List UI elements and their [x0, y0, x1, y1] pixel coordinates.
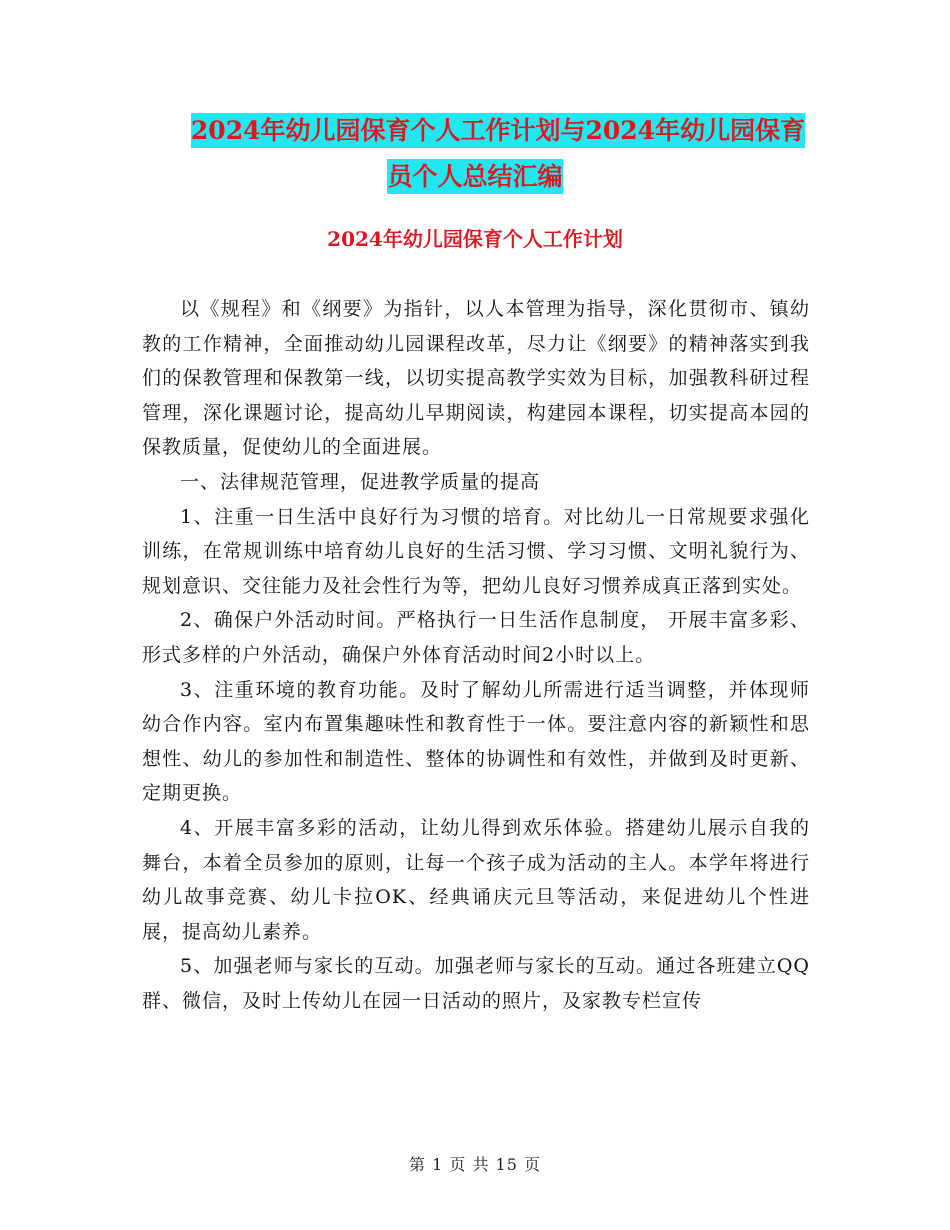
body-text: [142, 292, 810, 1018]
paragraph-intro: 以《规程》和《纲要》为指针，以人本管理为指导，深化贯彻市、镇幼教的工作精神，全面推动幼儿园课程改革，尽力让《纲要》的精神落实到我们的保教管理和保教第一线，以切实提高教学实效为目标，加强教科研过程管理，深化课题讨论，提高幼儿早期阅读，构建园本课程，切实提高本园的保教质量，促使幼儿的全面进展。: [142, 298, 810, 459]
page-number-label: 第 1 页 共 15 页: [409, 1155, 541, 1174]
paragraph-heading-1: 一、法律规范管理，促进教学质量的提高: [180, 470, 541, 493]
section-title: 2024年幼儿园保育个人工作计划: [327, 227, 623, 251]
paragraph-item-5: 5、加强老师与家长的互动。加强老师与家长的互动。通过各班建立QQ群、微信，及时上传幼儿在园一日活动的照片，及家教专栏宣传: [142, 955, 810, 1012]
paragraph-item-4: 4、开展丰富多彩的活动，让幼儿得到欢乐体验。搭建幼儿展示自我的舞台，本着全员参加的原则，让每一个孩子成为活动的主人。本学年将进行幼儿故事竞赛、幼儿卡拉OK、经典诵庆元旦等活动，来促进幼儿个性进展，提高幼儿素养。: [142, 816, 810, 943]
document-title-line-2: 员个人总结汇编: [387, 159, 562, 194]
document-title-line-1: 2024年幼儿园保育个人工作计划与2024年幼儿园保育: [191, 113, 805, 148]
document-title: [0, 108, 950, 200]
paragraph-item-3: 3、注重环境的教育功能。及时了解幼儿所需进行适当调整，并体现师幼合作内容。室内布置集趣味性和教育性于一体。要注意内容的新颖性和思想性、幼儿的参加性和制造性、整体的协调性和有效性，并做到及时更新、定期更换。: [142, 678, 810, 805]
page-footer: [0, 1153, 950, 1177]
paragraph-item-1: 1、注重一日生活中良好行为习惯的培育。对比幼儿一日常规要求强化训练，在常规训练中培育幼儿良好的生活习惯、学习习惯、文明礼貌行为、规划意识、交往能力及社会性行为等，把幼儿良好习惯养成真正落到实处。: [142, 505, 810, 597]
paragraph-item-2: 2、确保户外活动时间。严格执行一日生活作息制度， 开展丰富多彩、形式多样的户外活动，确保户外体育活动时间2小时以上。: [142, 609, 810, 666]
